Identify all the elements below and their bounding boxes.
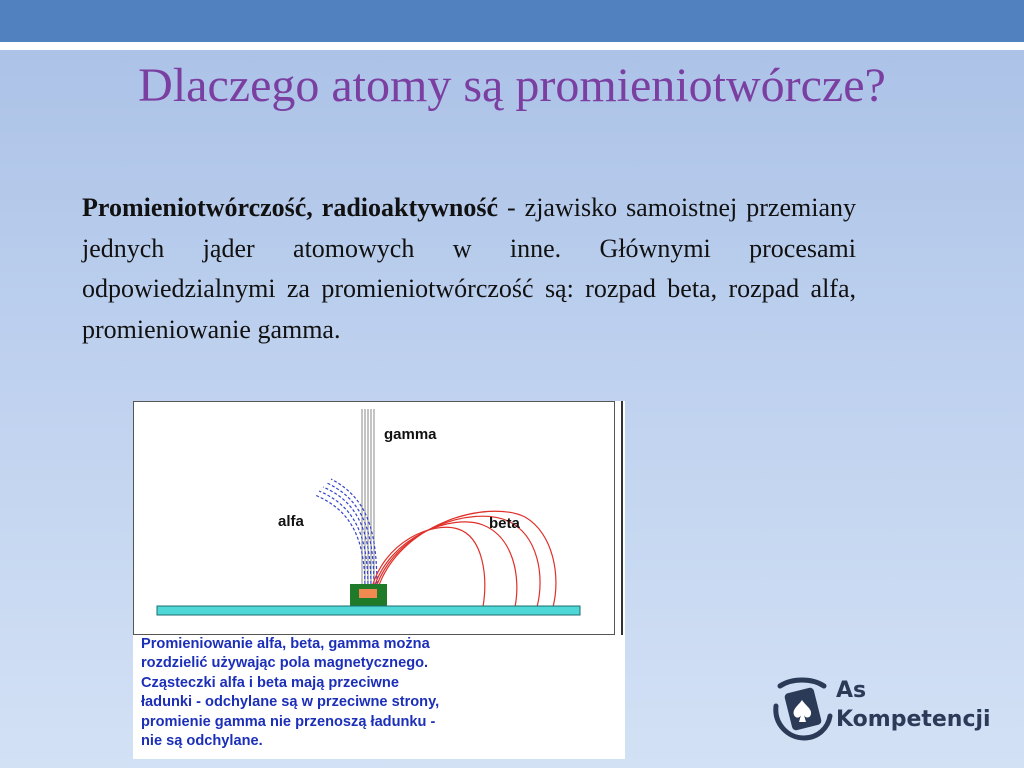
detector-plate: [157, 606, 580, 615]
logo-text-line1: As: [836, 678, 867, 703]
logo-text-line2: Kompetencji: [836, 707, 991, 732]
spade-card-icon: [770, 676, 834, 742]
top-bar: [0, 0, 1024, 42]
definition-paragraph: [82, 188, 856, 350]
slide-title: Dlaczego atomy są promieniotwórcze?: [138, 59, 886, 112]
alfa-label: alfa: [278, 513, 304, 530]
top-bar-divider: [0, 42, 1024, 50]
beta-label: beta: [489, 515, 520, 532]
gamma-label: gamma: [384, 426, 437, 443]
radiation-source-core: [359, 589, 377, 598]
definition-text: - zjawisko samoistnej przemiany jednych jąder atomowych w inne. Głównymi procesami odpowiedzialnymi za promieniotwórczość są: rozpad beta, rozpad alfa, promieniowanie gamma.: [82, 193, 856, 344]
definition-term: Promieniotwórczość, radioaktywność: [82, 193, 499, 222]
radiation-diagram: [133, 401, 625, 759]
radiation-diagram-drawing: [133, 401, 625, 635]
diagram-caption: Promieniowanie alfa, beta, gamma można rozdzielić używając pola magnetycznego. Cząsteczki alfa i beta mają przeciwne ładunki - odchylane są w przeciwne strony, promienie gamma nie przenoszą ładunku - nie są odchylane.: [141, 636, 440, 750]
logo-text: [836, 676, 991, 734]
